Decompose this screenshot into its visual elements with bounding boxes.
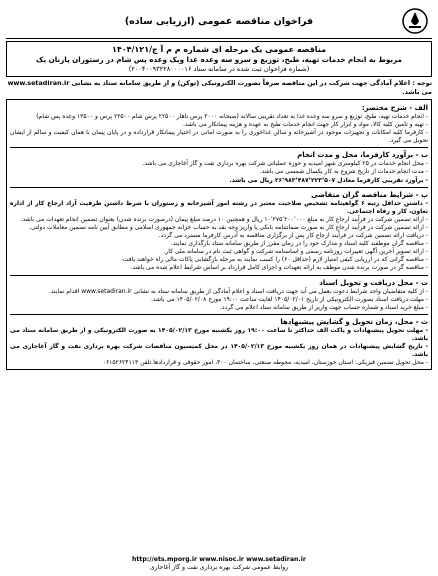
notice-type-title: فراخوان مناقصه عمومی (ارزیابی ساده): [124, 15, 314, 27]
company-logo: [398, 6, 432, 36]
section-documents: [10, 278, 428, 312]
section-line: - مناقصه گران موظفند کلیه اسناد و مدارک خود را در زمان مقرر از طریق سامانه ستاد بارگذاری نمایند.: [170, 240, 428, 248]
section-line: - مدت انجام خدمات از تاریخ شروع به کار یکسال شمسی می باشد.: [259, 168, 428, 176]
section-line: - برآورد تقریبی کارفرما معادل ۲۶٬۹۸۳٬۴۸۷٬۲۲۳٬۵۰۷ ریال می باشد.: [229, 176, 428, 184]
section-summary: [10, 103, 428, 145]
footer-publisher: روابط عمومی شرکت بهره برداری نفت و گاز آغاجاری: [149, 564, 289, 571]
divider: [10, 275, 428, 276]
tender-title-box: [6, 41, 432, 77]
section-line: - کارفرما کلیه امکانات و تجهیزات موجود در آشپزخانه و سالن غذاخوری را به صورت امانی در اختیار پیمانکار قرارداده و در پایان پیمان با همان کیفیت و سالم از ایشان تحویل می گیرد.: [10, 129, 428, 145]
section-heading: ث - محل، زمان تحویل و گشایش پیشنهادها: [280, 317, 428, 326]
section-heading: الف - شرح مختصر:: [361, 104, 428, 112]
section-line: - مهلت تحویل پیشنهادات و پاکت الف حداکثر تا ساعت ۱۹:۰۰ روز یکشنبه مورخ ۱۴۰۵/۰۲/۱۳ به صورت الکترونیکی و از طریق سامانه ستاد می باشد.: [10, 326, 428, 342]
section-line: - از کلیه متقاضیان واجد شرایط دعوت بعمل می آید جهت دریافت اسناد و اعلام آمادگی از طریق سامانه ستاد به نشانی www.setadiran.ir اقدام نمایند.: [48, 287, 428, 295]
section-conditions: [10, 190, 428, 273]
attention-note: توجه : اعلام آمادگی جهت شرکت در این مناقصه صرفاً بصورت الکترونیکی (توکن) و از طریق سامانه ستاد به نشانی www.setadiran.ir می باشد.: [7, 79, 432, 96]
oil-company-emblem-icon: [401, 7, 429, 35]
section-line: - تهیه و تامین کلیه کالا، مواد و ابزار کار جهت انجام خدمات طبخ به عهده و هزینه پیمانکار می باشد.: [182, 121, 428, 129]
notice-header: [6, 4, 432, 39]
section-line: - مناقصه گر در صورت برنده شدن موظف به ارائه تعهدات و اجرای کامل قرارداد بر اساس شرایط اعلام شده می باشد.: [130, 264, 428, 272]
section-line: - محل انجام خدمات در ۲۵ کیلومتری شهر امیدیه و حوزه عملیاتی شرکت بهره برداری نفت و گاز آغاجاری می باشد.: [142, 160, 428, 168]
section-line: - مهلت دریافت اسناد بصورت الکترونیکی از تاریخ ۱۴۰۵/۰۲/۰۱ لغایت ساعت ۱۹:۰۰ مورخ ۱۴۰۵/۰۲/۰۸ می باشد.: [150, 295, 428, 303]
tender-number: مناقصه عمومی یک مرحله ای شماره م م آ ج/۱۴۰۴/۱۲۱: [111, 45, 327, 54]
section-line: - مناقصه گرانی که در ارزیابی کیفی امتیاز لازم (حداقل ۶۰) را کسب نمایند به مرحله بازگشایی پاکات مالی راه خواهند یافت.: [120, 256, 428, 264]
setad-call-number: (شماره فراخوان ثبت شده در سامانه ستاد ۲۰۰۴۰۰۹۳۲۲۸۰۰۰۰۱۶): [128, 65, 310, 73]
section-submission: [10, 317, 428, 367]
section-line: - داشتن حداقل رتبه ۶ گواهینامه تشخیص صلاحیت معتبر در رشته امور آشپزخانه و رستوران با شرط داشتن ظرفیت آزاد ارجاع کار از اداره تعاون، کار و رفاه اجتماعی.: [10, 199, 428, 215]
footer-websites[interactable]: http://ets.mporg.ir www.nisoc.ir www.setadiran.ir: [132, 556, 306, 563]
section-line: - مبلغ خرید اسناد و شماره حساب جهت واریز از طریق سامانه ستاد اعلام می گردد.: [219, 303, 428, 311]
section-heading: ب - برآورد کارفرما، محل و مدت انجام: [297, 151, 428, 160]
section-line: - محل تحویل تضمین فیزیکی: استان خوزستان، امیدیه، محوطه صنعتی، ساختمان ۳۰۰، امور حقوقی و قراردادها تلفن ۰۶۱۵۲۶۲۴۱۱۳: [102, 359, 428, 367]
section-estimate: [10, 150, 428, 184]
section-heading: ت - محل دریافت و تحویل اسناد: [319, 278, 428, 287]
section-line: - دریافت ارائه تضمین شرکت در فرآیند ارجاع کار پس از برگزاری مناقصه به آدرس کارفرما مسترد می گردد.: [158, 232, 428, 240]
divider: [10, 187, 428, 188]
tender-body: [6, 99, 432, 370]
section-line: - ارائه تضمین شرکت در فرآیند ارجاع کار به صورت ضمانتنامه بانکی یا واریز وجه نقد به حساب خزانه جمهوری اسلامی و مطابق آیین نامه تضمین معاملات دولتی.: [28, 223, 428, 231]
notice-footer: [6, 556, 432, 572]
tender-subject: مربوط به انجام خدمات تهیه، طبخ، توزیع و سرو سه وعده غذا ویک وعده پس شام در رستوران پازنان یک: [36, 55, 402, 64]
divider: [10, 314, 428, 315]
section-heading: پ - شرایط مناقصه گران متقاضی: [311, 190, 428, 199]
divider: [10, 147, 428, 148]
section-line: - انجام خدمات تهیه، طبخ، توزیع و سرو سه وعده غذا به تعداد تقریبی سالانه (صبحانه ۲۰۰۰ پرس ناهار ۲۲۵۰۰ پرس شام ۲۲۵۰۰ پرس و ۱۳۵۰۰ وعده پس شام): [36, 113, 428, 120]
section-line: - ارائه تصویر آخرین آگهی تغییرات روزنامه رسمی و اساسنامه شرکت و گواهی ثبت نام در سامانه ملی کار.: [163, 248, 428, 256]
section-line: - تاریخ گشایش پیشنهادات در همان روز یکشنبه مورخ ۱۴۰۵/۰۲/۱۳ در محل کمیسیون مناقصات شرکت بهره برداری نفت و گاز آغاجاری می باشد.: [10, 342, 428, 359]
section-line: - ارائه تضمین شرکت در فرآیند ارجاع کار به مبلغ ۱۰٬۲۷۵٬۲۰۰٬۰۰۰ ریال و همچنین ۱۰ درصد مبلغ پیمان (درصورت برنده شدن) بعنوان تضمین انجام تعهدات می باشد.: [20, 215, 428, 223]
